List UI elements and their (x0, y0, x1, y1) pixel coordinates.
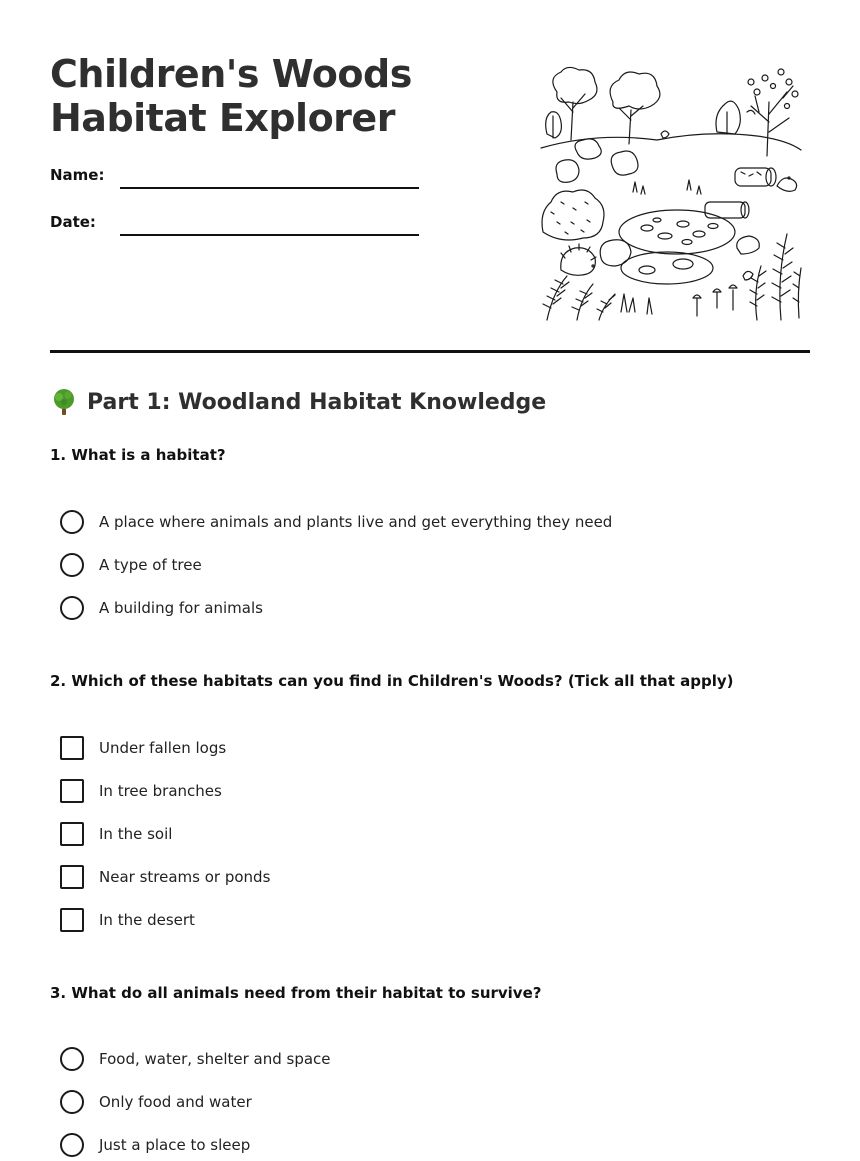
radio-button[interactable] (60, 1047, 84, 1071)
option-label: Just a place to sleep (99, 1136, 251, 1154)
title-line-1: Children's Woods (50, 52, 412, 96)
option-label: Food, water, shelter and space (99, 1050, 331, 1068)
option-label: Only food and water (99, 1093, 252, 1111)
option-label: A building for animals (99, 599, 263, 617)
woodland-scene-illustration (537, 62, 805, 324)
option-q3-b[interactable] (60, 1089, 252, 1115)
radio-button[interactable] (60, 553, 84, 577)
option-q2-d[interactable] (60, 864, 270, 890)
option-q1-c[interactable] (60, 595, 263, 621)
date-field[interactable] (120, 234, 419, 236)
option-label: In the soil (99, 825, 173, 843)
tree-icon (50, 388, 78, 416)
option-label: Near streams or ponds (99, 868, 271, 886)
checkbox[interactable] (60, 908, 84, 932)
option-q1-b[interactable] (60, 552, 202, 578)
checkbox[interactable] (60, 736, 84, 760)
option-label: A type of tree (99, 556, 202, 574)
option-q2-e[interactable] (60, 907, 195, 933)
name-field[interactable] (120, 187, 419, 189)
worksheet-title (50, 52, 412, 140)
section-title-part-1 (50, 388, 546, 416)
radio-button[interactable] (60, 1133, 84, 1157)
title-line-2: Habitat Explorer (50, 96, 395, 140)
option-q3-a[interactable] (60, 1046, 331, 1072)
option-q2-b[interactable] (60, 778, 222, 804)
checkbox[interactable] (60, 822, 84, 846)
radio-button[interactable] (60, 1090, 84, 1114)
option-q2-c[interactable] (60, 821, 172, 847)
question-2: 2. Which of these habitats can you find in Children's Woods? (Tick all that apply) (50, 672, 734, 690)
option-label: A place where animals and plants live and get everything they need (99, 513, 613, 531)
header-divider (50, 350, 810, 353)
option-label: Under fallen logs (99, 739, 227, 757)
section-title-text: Part 1: Woodland Habitat Knowledge (87, 389, 547, 415)
option-q3-c[interactable] (60, 1132, 250, 1158)
radio-button[interactable] (60, 596, 84, 620)
radio-button[interactable] (60, 510, 84, 534)
checkbox[interactable] (60, 779, 84, 803)
date-label: Date: (50, 213, 96, 231)
name-label: Name: (50, 166, 105, 184)
checkbox[interactable] (60, 865, 84, 889)
option-q1-a[interactable] (60, 509, 612, 535)
option-q2-a[interactable] (60, 735, 226, 761)
question-1: 1. What is a habitat? (50, 446, 226, 464)
option-label: In the desert (99, 911, 195, 929)
option-label: In tree branches (99, 782, 222, 800)
question-3: 3. What do all animals need from their habitat to survive? (50, 984, 542, 1002)
